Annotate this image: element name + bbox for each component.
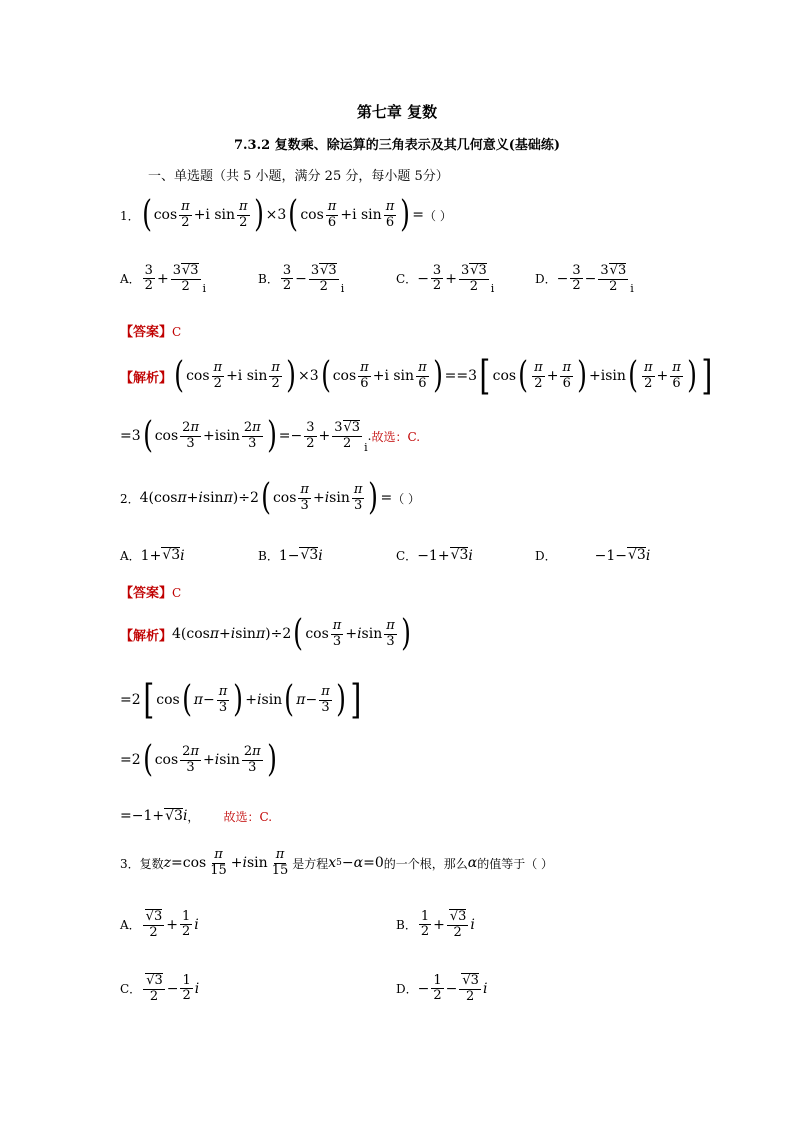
q1-analysis-line1: 【解析】 ( cos $\frac{\pi}{2}$ +i sin $\frac{\pi}{2}$ ) ×3 ( cos $\frac{\pi}{6}$ +i sin $\frac{\pi}{6}$ ) ==3 [ cos ( $\frac{\pi}{2}$ + $\frac{\pi}{6}$ ) +isin ( $\frac{\pi}{2}$ + $\frac{\pi}{6}$ ) ] xyxy=(120,353,713,399)
q3-option-a: A． $\frac{√3}{2}$ + $\frac{1}{2}$ i xyxy=(120,908,199,940)
q2-option-b: B． 1− √3 i xyxy=(258,547,323,564)
q1-option-a: A． $\frac{3}{2}$ + $\frac{3√3}{2}$ i xyxy=(120,262,207,295)
q3-option-c: C． $\frac{√3}{2}$ − $\frac{1}{2}$ i xyxy=(120,972,200,1004)
q2-analysis-line2: =2 [ cos ( π − $\frac{\pi}{3}$ ) + i sin ( π − $\frac{\pi}{3}$ ) ] xyxy=(120,677,362,723)
q2-analysis-line3: =2 ( cos $\frac{2\pi}{3}$ + i sin $\frac{2\pi}{3}$ ) xyxy=(120,739,277,780)
q1-analysis-line2: =3 ( cos $\frac{2\pi}{3}$ +isin $\frac{2\pi}{3}$ ) =− $\frac{3}{2}$ + $\frac{3√3}{2}$ i . 故选：C. xyxy=(120,415,421,456)
q1-option-b: B． $\frac{3}{2}$ − $\frac{3√3}{2}$ i xyxy=(258,262,345,295)
q2-option-c: C． −1+ √3 i xyxy=(396,547,473,564)
question-1: 1． ( cos $\frac{\pi}{2}$ +i sin $\frac{\pi}{2}$ ) ×3 ( cos $\frac{\pi}{6}$ +i sin $\frac{\pi}{6}$ ) = （ ） xyxy=(120,194,452,235)
q1-option-d: D． − $\frac{3}{2}$ − $\frac{3√3}{2}$ i xyxy=(535,262,634,295)
question-2: 2． 4(cos π + i sin π )÷2 ( cos $\frac{\pi}{3}$ + i sin $\frac{\pi}{3}$ ) = （ ） xyxy=(120,477,421,518)
q3-option-b: B． $\frac{1}{2}$ + $\frac{√3}{2}$ i xyxy=(396,908,475,940)
q1-answer: 【答案】C xyxy=(120,325,182,340)
chapter-title: 第七章 复数 xyxy=(356,103,438,121)
q2-option-d: D． −1− √3 i xyxy=(535,547,651,564)
section-subtitle: 7.3.2 复数乘、除运算的三角表示及其几何意义(基础练) xyxy=(233,138,561,153)
q3-option-d: D． − $\frac{1}{2}$ − $\frac{√3}{2}$ i xyxy=(396,972,488,1004)
q2-analysis-line4: =−1+ √3 i ， 故选：C. xyxy=(120,807,273,824)
q2-answer: 【答案】C xyxy=(120,586,182,601)
q1-option-c: C． − $\frac{3}{2}$ + $\frac{3√3}{2}$ i xyxy=(396,262,495,295)
section-heading: 一、单选题（共 5 小题，满分 25 分，每小题 5分） xyxy=(148,169,449,184)
question-number: 1． xyxy=(120,208,140,223)
answer-blank: （ ） xyxy=(424,208,452,223)
q2-option-a: A． 1+ √3 i xyxy=(120,547,185,564)
question-3: 3． 复数 z =cos $\frac{\pi}{15}$ + i sin $\frac{\pi}{15}$ 是方程 x 5 − α =0 的一个根，那么 α 的值等于（ ） xyxy=(120,847,554,878)
q2-analysis-line1: 【解析】 4(cos π + i sin π )÷2 ( cos $\frac{\pi}{3}$ + i sin $\frac{\pi}{3}$ ) xyxy=(120,613,411,654)
